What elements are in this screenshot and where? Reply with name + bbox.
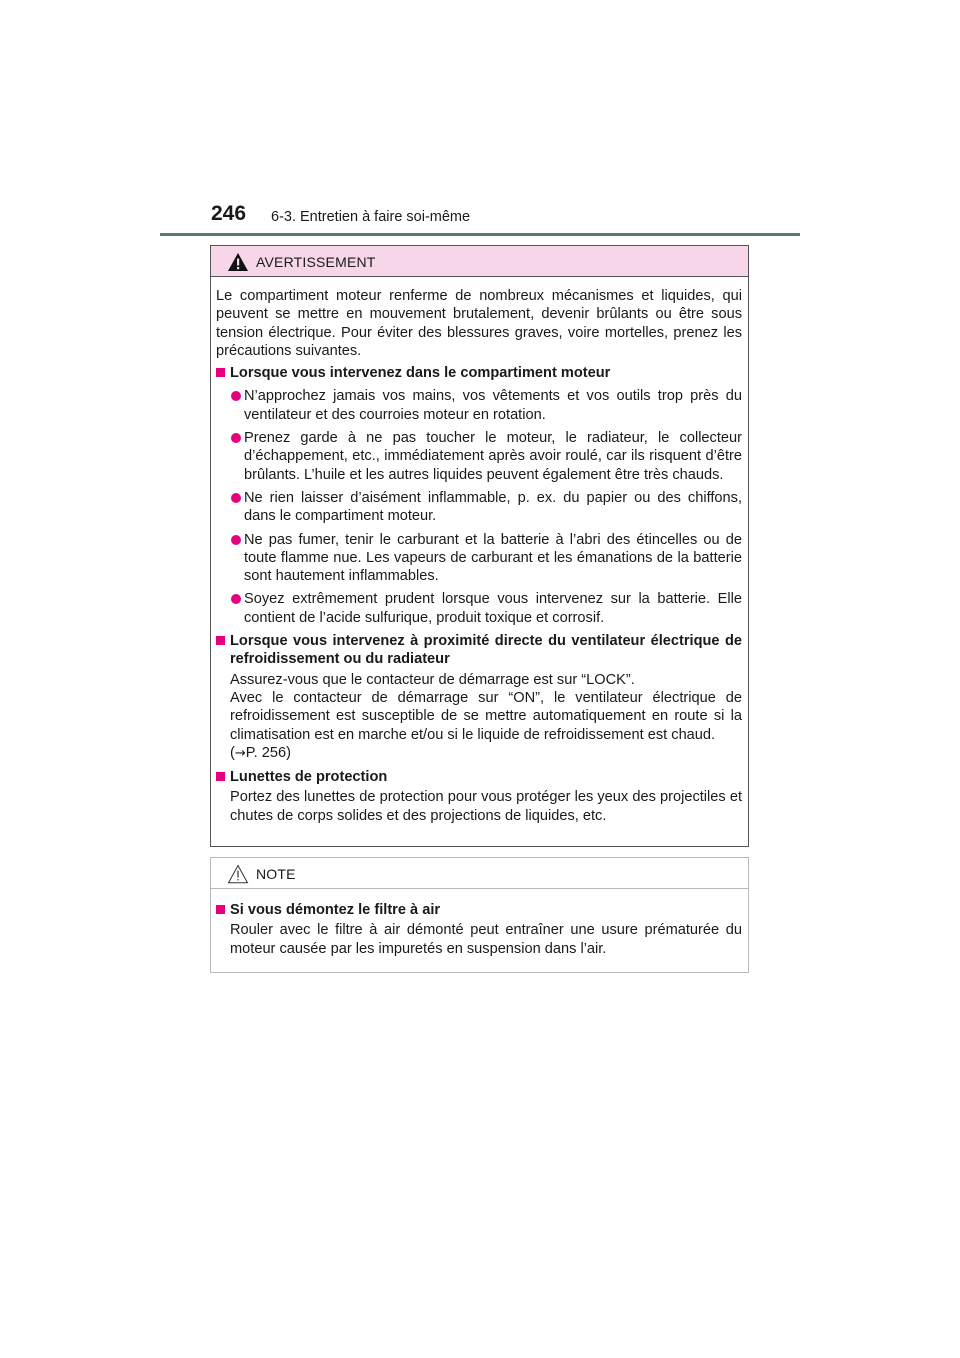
round-bullet-icon <box>231 433 241 443</box>
paragraph: Portez des lunettes de protection pour vous protéger les yeux des projectiles et chutes de corps solides et des projections de liquides, etc. <box>230 789 742 824</box>
paragraph: Avec le contacteur de démarrage sur “ON”, le ventilateur électrique de refroidissement est susceptible de se mettre automatiquement en route si la climatisation est en marche et/ou si le liquide de refroidissement est chaud. <box>230 689 742 743</box>
note-box <box>210 857 749 973</box>
section-title: 6-3. Entretien à faire soi-même <box>271 209 471 225</box>
warning-section-fan <box>216 632 742 669</box>
section-title: Lorsque vous intervenez dans le compartiment moteur <box>230 365 611 382</box>
note-header <box>211 858 748 889</box>
warning-intro: Le compartiment moteur renferme de nombreux mécanismes et liquides, qui peuvent se mettre en mouvement brutalement, devenir brûlants ou être sous tension électrique. Pour éviter des blessures graves, voire mortelles, prenez les précautions suivantes. <box>216 288 742 359</box>
section-title: Lorsque vous intervenez à proximité directe du ventilateur électrique de refroidissement ou du radiateur <box>230 633 742 668</box>
list-item: Ne rien laisser d’aisément inflammable, p. ex. du papier ou des chiffons, dans le compartiment moteur. <box>216 489 742 526</box>
warning-box <box>210 245 749 847</box>
round-bullet-icon <box>231 535 241 545</box>
section-title: Lunettes de protection <box>230 769 388 786</box>
list-item: Ne pas fumer, tenir le carburant et la batterie à l’abri des étincelles ou de toute flamme nue. Les vapeurs de carburant et les émanations de la batterie sont hautement inflammables. <box>216 531 742 586</box>
square-bullet-icon <box>216 772 225 781</box>
warning-section-glasses <box>216 768 742 786</box>
list-item: Prenez garde à ne pas toucher le moteur, le radiateur, le collecteur d’échappement, etc., immédiatement après avoir roulé, car ils risquent d’être brûlants. L’huile et les autres liquides peuvent également être très chauds. <box>216 429 742 484</box>
warning-title: AVERTISSEMENT <box>256 254 376 270</box>
paragraph: Rouler avec le filtre à air démonté peut entraîner une usure prématurée du moteur causée par les impuretés en suspension dans l’air. <box>230 922 742 957</box>
caution-triangle-icon <box>227 864 249 884</box>
note-section-air-filter <box>216 901 742 919</box>
round-bullet-icon <box>231 493 241 503</box>
arrow-right-icon: → <box>234 745 246 761</box>
page-header <box>160 200 800 236</box>
list-item: Soyez extrêmement prudent lorsque vous intervenez sur la batterie. Elle contient de l’acide sulfurique, produit toxique et corrosif. <box>216 590 742 627</box>
round-bullet-icon <box>231 594 241 604</box>
square-bullet-icon <box>216 905 225 914</box>
warning-section-engine <box>216 364 742 382</box>
paragraph: Assurez-vous que le contacteur de démarrage est sur “LOCK”. <box>230 671 635 688</box>
section-title: Si vous démontez le filtre à air <box>230 902 441 918</box>
round-bullet-icon <box>231 391 241 401</box>
warning-triangle-icon <box>227 252 249 272</box>
header-rule <box>160 233 800 236</box>
list-item: N’approchez jamais vos mains, vos vêtements et vos outils trop près du ventilateur et des courroies moteur en rotation. <box>216 387 742 424</box>
warning-header <box>211 246 748 277</box>
page-number: 246 <box>211 202 247 225</box>
square-bullet-icon <box>216 368 225 377</box>
square-bullet-icon <box>216 636 225 645</box>
note-title: NOTE <box>256 866 296 882</box>
page-reference: (→P. 256) <box>230 744 291 761</box>
